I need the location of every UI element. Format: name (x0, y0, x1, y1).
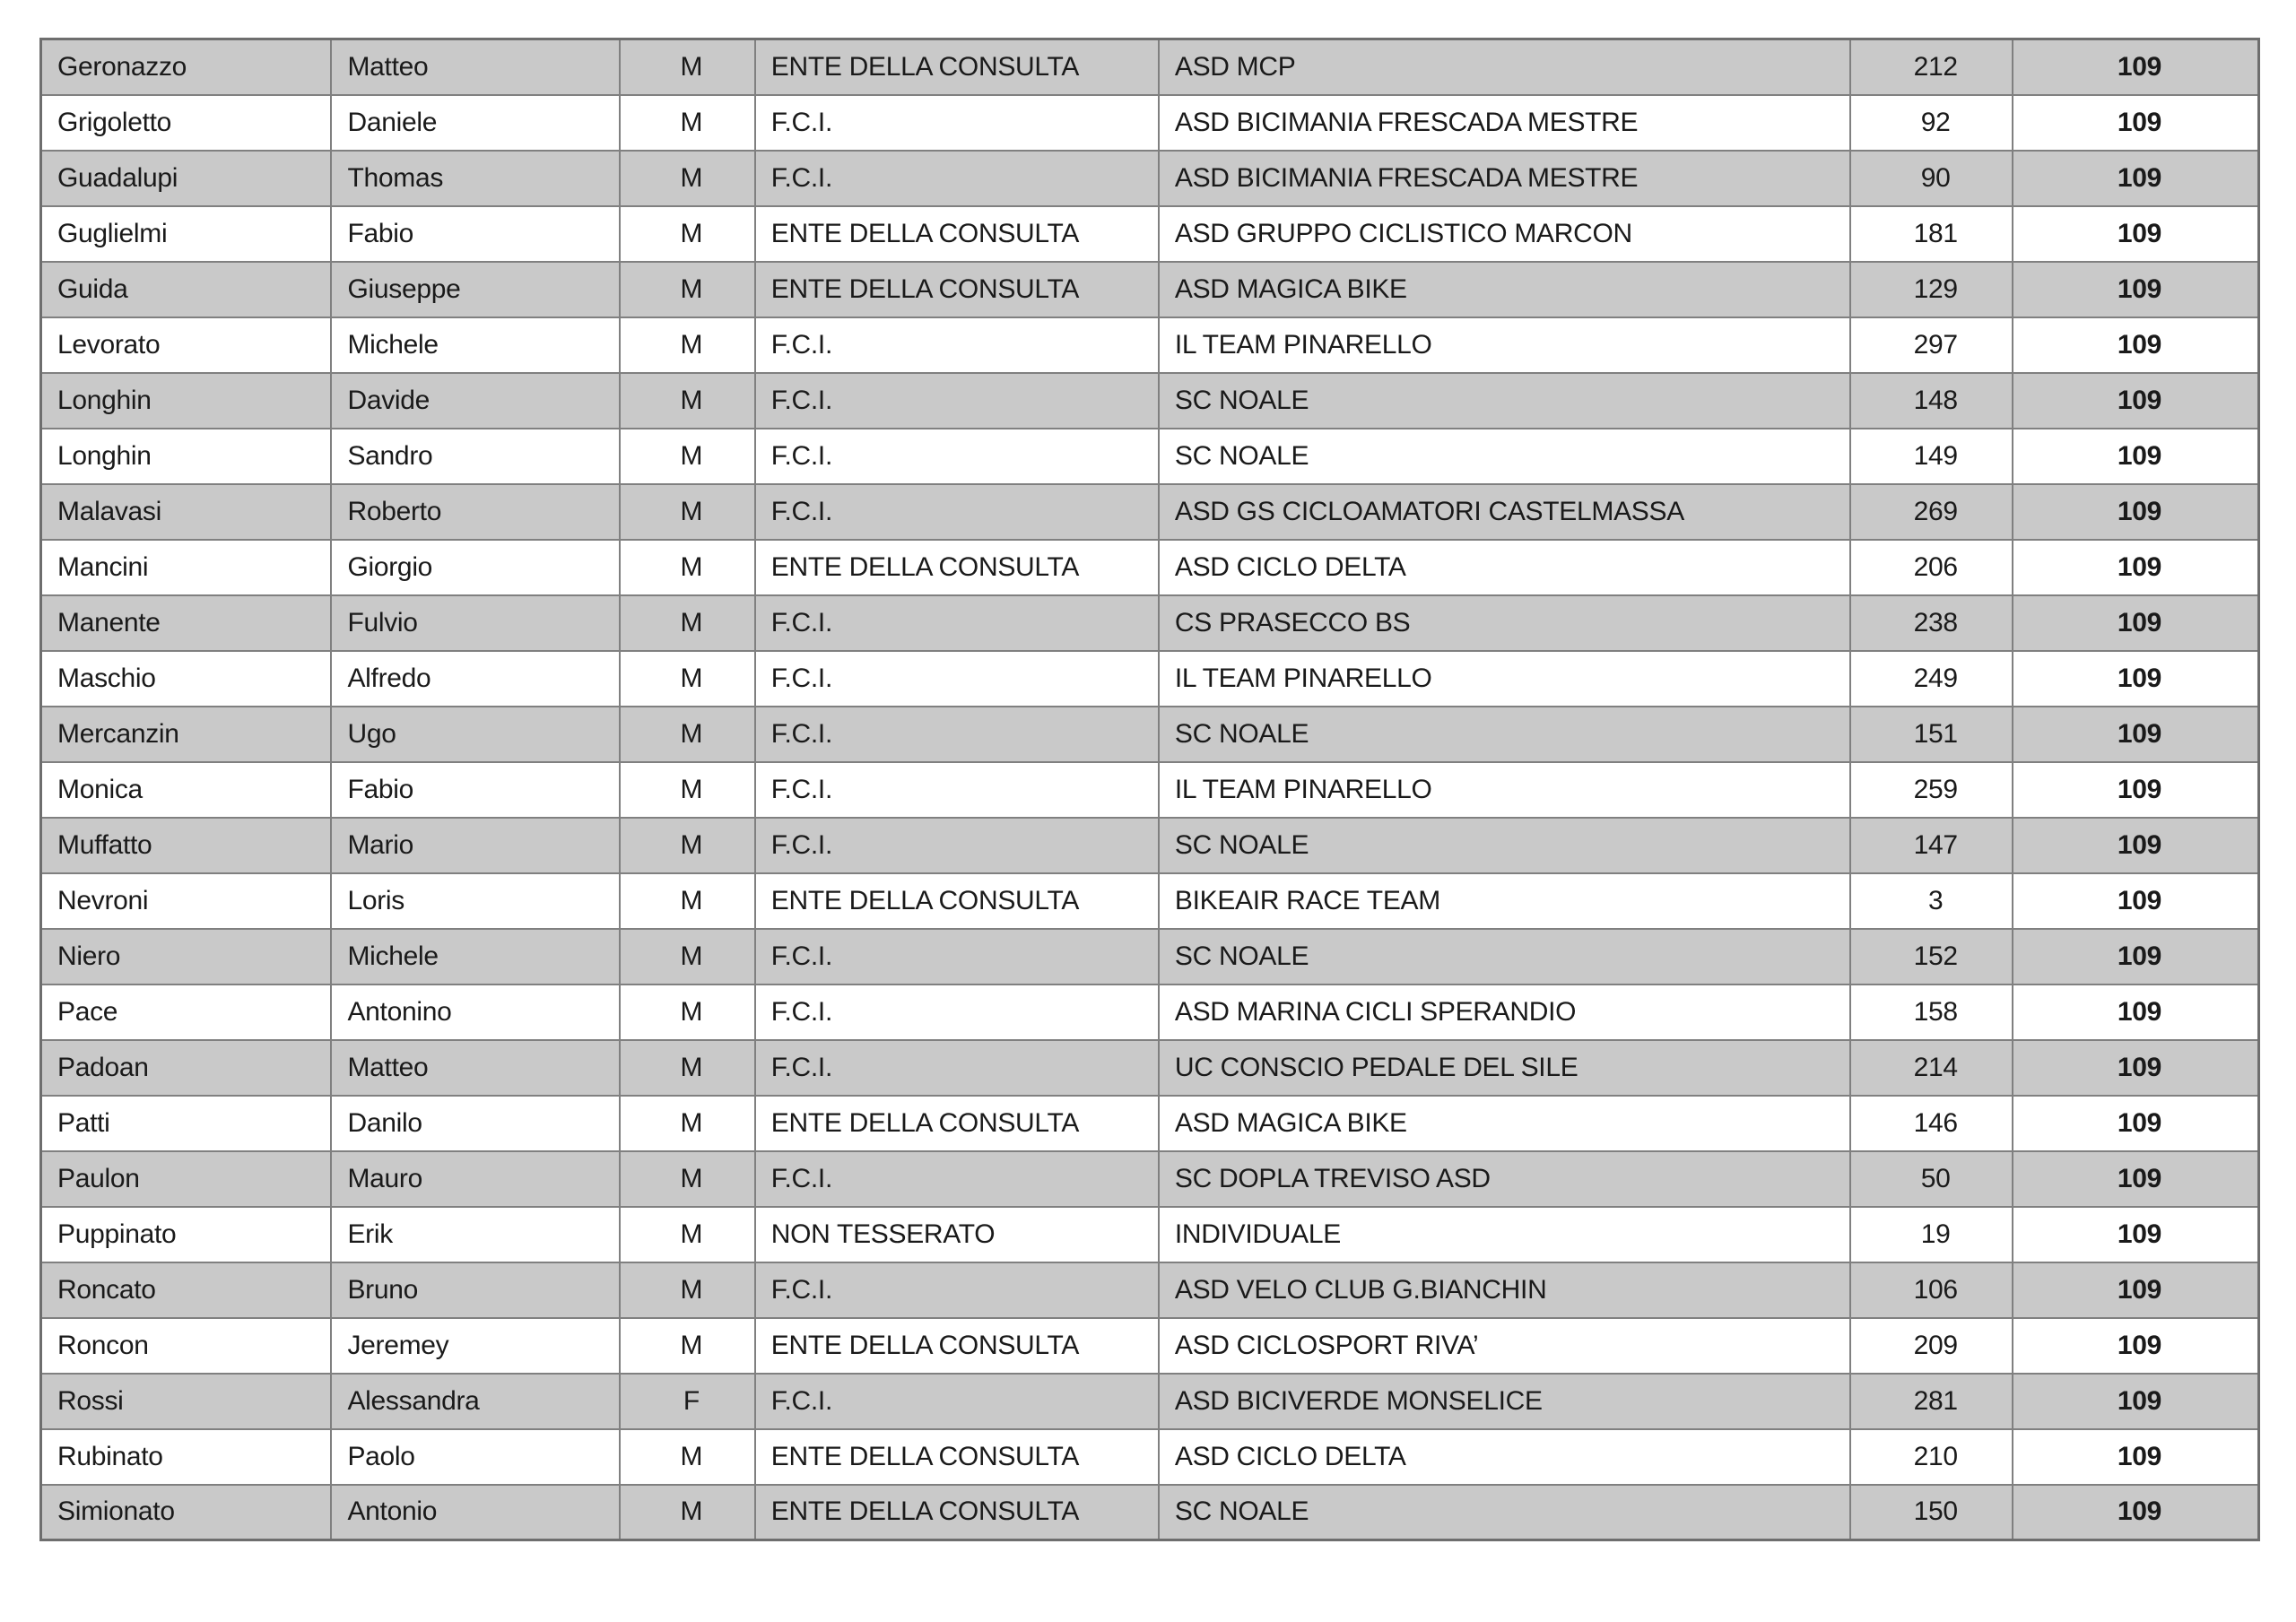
cell-gender: M (620, 484, 755, 540)
cell-gender: M (620, 1429, 755, 1485)
cell-team: SC NOALE (1159, 707, 1851, 762)
cell-federation: F.C.I. (755, 1151, 1159, 1207)
cell-gender: M (620, 1485, 755, 1540)
cell-race-code: 109 (2013, 1485, 2259, 1540)
table-row (41, 873, 2259, 929)
table-row (41, 929, 2259, 984)
cell-first-name: Jeremey (331, 1318, 619, 1374)
table-row (41, 651, 2259, 707)
table-row (41, 818, 2259, 873)
cell-team: INDIVIDUALE (1159, 1207, 1851, 1262)
cell-gender: M (620, 984, 755, 1040)
cell-team: ASD BICIMANIA FRESCADA MESTRE (1159, 151, 1851, 206)
cell-gender: M (620, 373, 755, 429)
cell-team: ASD MARINA CICLI SPERANDIO (1159, 984, 1851, 1040)
cell-last-name: Simionato (41, 1485, 332, 1540)
cell-race-code: 109 (2013, 373, 2259, 429)
table-row (41, 1151, 2259, 1207)
cell-bib-number: 92 (1850, 95, 2013, 151)
cell-gender: M (620, 39, 755, 95)
cell-first-name: Sandro (331, 429, 619, 484)
cell-race-code: 109 (2013, 984, 2259, 1040)
table-row (41, 206, 2259, 262)
cell-team: ASD MAGICA BIKE (1159, 262, 1851, 317)
cell-race-code: 109 (2013, 818, 2259, 873)
cell-bib-number: 129 (1850, 262, 2013, 317)
cell-federation: F.C.I. (755, 984, 1159, 1040)
cell-first-name: Mauro (331, 1151, 619, 1207)
cell-federation: ENTE DELLA CONSULTA (755, 1096, 1159, 1151)
cell-team: BIKEAIR RACE TEAM (1159, 873, 1851, 929)
cell-federation: ENTE DELLA CONSULTA (755, 1318, 1159, 1374)
cell-bib-number: 249 (1850, 651, 2013, 707)
cell-federation: ENTE DELLA CONSULTA (755, 39, 1159, 95)
cell-bib-number: 50 (1850, 1151, 2013, 1207)
cell-first-name: Matteo (331, 39, 619, 95)
cell-federation: F.C.I. (755, 1040, 1159, 1096)
table-row (41, 595, 2259, 651)
cell-race-code: 109 (2013, 540, 2259, 595)
cell-gender: M (620, 151, 755, 206)
cell-federation: F.C.I. (755, 151, 1159, 206)
cell-last-name: Monica (41, 762, 332, 818)
cell-last-name: Longhin (41, 429, 332, 484)
cell-bib-number: 151 (1850, 707, 2013, 762)
cell-team: UC CONSCIO PEDALE DEL SILE (1159, 1040, 1851, 1096)
cell-first-name: Roberto (331, 484, 619, 540)
cell-first-name: Danilo (331, 1096, 619, 1151)
cell-federation: F.C.I. (755, 1374, 1159, 1429)
table-row (41, 707, 2259, 762)
cell-last-name: Longhin (41, 373, 332, 429)
cell-team: ASD GS CICLOAMATORI CASTELMASSA (1159, 484, 1851, 540)
cell-gender: M (620, 1318, 755, 1374)
cell-gender: M (620, 818, 755, 873)
cell-last-name: Rubinato (41, 1429, 332, 1485)
cell-team: ASD CICLO DELTA (1159, 540, 1851, 595)
cell-race-code: 109 (2013, 1096, 2259, 1151)
cell-bib-number: 148 (1850, 373, 2013, 429)
cell-race-code: 109 (2013, 762, 2259, 818)
cell-bib-number: 3 (1850, 873, 2013, 929)
cell-gender: M (620, 262, 755, 317)
riders-table-body (41, 39, 2259, 1540)
cell-gender: M (620, 1207, 755, 1262)
cell-bib-number: 297 (1850, 317, 2013, 373)
cell-first-name: Thomas (331, 151, 619, 206)
cell-first-name: Ugo (331, 707, 619, 762)
cell-race-code: 109 (2013, 873, 2259, 929)
cell-last-name: Guadalupi (41, 151, 332, 206)
cell-last-name: Malavasi (41, 484, 332, 540)
cell-bib-number: 238 (1850, 595, 2013, 651)
cell-federation: F.C.I. (755, 373, 1159, 429)
cell-race-code: 109 (2013, 1207, 2259, 1262)
table-row (41, 151, 2259, 206)
cell-gender: M (620, 540, 755, 595)
cell-last-name: Geronazzo (41, 39, 332, 95)
cell-last-name: Rossi (41, 1374, 332, 1429)
cell-race-code: 109 (2013, 595, 2259, 651)
cell-team: CS PRASECCO BS (1159, 595, 1851, 651)
cell-federation: ENTE DELLA CONSULTA (755, 262, 1159, 317)
cell-last-name: Nevroni (41, 873, 332, 929)
cell-first-name: Giuseppe (331, 262, 619, 317)
cell-first-name: Fabio (331, 762, 619, 818)
cell-gender: M (620, 206, 755, 262)
cell-race-code: 109 (2013, 484, 2259, 540)
cell-team: ASD CICLO DELTA (1159, 1429, 1851, 1485)
cell-team: ASD MAGICA BIKE (1159, 1096, 1851, 1151)
cell-bib-number: 150 (1850, 1485, 2013, 1540)
cell-bib-number: 19 (1850, 1207, 2013, 1262)
cell-team: SC NOALE (1159, 929, 1851, 984)
cell-federation: F.C.I. (755, 595, 1159, 651)
cell-first-name: Erik (331, 1207, 619, 1262)
table-row (41, 1040, 2259, 1096)
cell-bib-number: 281 (1850, 1374, 2013, 1429)
cell-first-name: Antonino (331, 984, 619, 1040)
table-row (41, 373, 2259, 429)
cell-bib-number: 212 (1850, 39, 2013, 95)
cell-team: ASD MCP (1159, 39, 1851, 95)
cell-team: SC NOALE (1159, 373, 1851, 429)
cell-team: SC DOPLA TREVISO ASD (1159, 1151, 1851, 1207)
cell-race-code: 109 (2013, 1318, 2259, 1374)
cell-gender: M (620, 873, 755, 929)
table-row (41, 1485, 2259, 1540)
cell-bib-number: 90 (1850, 151, 2013, 206)
cell-bib-number: 147 (1850, 818, 2013, 873)
cell-bib-number: 181 (1850, 206, 2013, 262)
cell-race-code: 109 (2013, 1429, 2259, 1485)
cell-federation: F.C.I. (755, 762, 1159, 818)
cell-race-code: 109 (2013, 95, 2259, 151)
cell-race-code: 109 (2013, 206, 2259, 262)
cell-team: SC NOALE (1159, 1485, 1851, 1540)
cell-federation: F.C.I. (755, 818, 1159, 873)
cell-team: ASD BICIMANIA FRESCADA MESTRE (1159, 95, 1851, 151)
cell-last-name: Guida (41, 262, 332, 317)
cell-federation: F.C.I. (755, 429, 1159, 484)
cell-bib-number: 158 (1850, 984, 2013, 1040)
table-row (41, 95, 2259, 151)
cell-last-name: Pace (41, 984, 332, 1040)
cell-bib-number: 269 (1850, 484, 2013, 540)
cell-federation: F.C.I. (755, 1262, 1159, 1318)
cell-race-code: 109 (2013, 1262, 2259, 1318)
cell-team: SC NOALE (1159, 429, 1851, 484)
table-row (41, 262, 2259, 317)
cell-last-name: Guglielmi (41, 206, 332, 262)
cell-bib-number: 210 (1850, 1429, 2013, 1485)
table-row (41, 540, 2259, 595)
table-row (41, 484, 2259, 540)
cell-federation: ENTE DELLA CONSULTA (755, 1429, 1159, 1485)
cell-first-name: Antonio (331, 1485, 619, 1540)
cell-last-name: Levorato (41, 317, 332, 373)
table-row (41, 1207, 2259, 1262)
cell-race-code: 109 (2013, 1151, 2259, 1207)
cell-race-code: 109 (2013, 1040, 2259, 1096)
cell-race-code: 109 (2013, 262, 2259, 317)
cell-bib-number: 214 (1850, 1040, 2013, 1096)
cell-federation: ENTE DELLA CONSULTA (755, 1485, 1159, 1540)
riders-table-container (39, 38, 2260, 1541)
cell-race-code: 109 (2013, 151, 2259, 206)
cell-first-name: Fabio (331, 206, 619, 262)
cell-team: IL TEAM PINARELLO (1159, 762, 1851, 818)
cell-federation: F.C.I. (755, 651, 1159, 707)
cell-last-name: Roncon (41, 1318, 332, 1374)
table-row (41, 1096, 2259, 1151)
cell-first-name: Michele (331, 317, 619, 373)
cell-last-name: Manente (41, 595, 332, 651)
cell-federation: F.C.I. (755, 95, 1159, 151)
table-row (41, 984, 2259, 1040)
cell-bib-number: 106 (1850, 1262, 2013, 1318)
cell-gender: M (620, 1040, 755, 1096)
cell-team: ASD VELO CLUB G.BIANCHIN (1159, 1262, 1851, 1318)
cell-team: ASD GRUPPO CICLISTICO MARCON (1159, 206, 1851, 262)
cell-federation: ENTE DELLA CONSULTA (755, 206, 1159, 262)
cell-team: IL TEAM PINARELLO (1159, 317, 1851, 373)
cell-federation: F.C.I. (755, 484, 1159, 540)
cell-race-code: 109 (2013, 317, 2259, 373)
cell-bib-number: 209 (1850, 1318, 2013, 1374)
cell-race-code: 109 (2013, 39, 2259, 95)
cell-race-code: 109 (2013, 1374, 2259, 1429)
cell-last-name: Paulon (41, 1151, 332, 1207)
cell-first-name: Bruno (331, 1262, 619, 1318)
table-row (41, 317, 2259, 373)
cell-last-name: Mercanzin (41, 707, 332, 762)
cell-federation: F.C.I. (755, 929, 1159, 984)
cell-first-name: Alfredo (331, 651, 619, 707)
cell-gender: F (620, 1374, 755, 1429)
cell-team: ASD CICLOSPORT RIVA’ (1159, 1318, 1851, 1374)
cell-race-code: 109 (2013, 707, 2259, 762)
cell-gender: M (620, 929, 755, 984)
cell-gender: M (620, 651, 755, 707)
table-row (41, 1374, 2259, 1429)
cell-bib-number: 146 (1850, 1096, 2013, 1151)
cell-last-name: Roncato (41, 1262, 332, 1318)
cell-last-name: Muffatto (41, 818, 332, 873)
cell-bib-number: 152 (1850, 929, 2013, 984)
cell-bib-number: 206 (1850, 540, 2013, 595)
cell-gender: M (620, 762, 755, 818)
cell-last-name: Grigoletto (41, 95, 332, 151)
cell-gender: M (620, 707, 755, 762)
table-row (41, 39, 2259, 95)
cell-federation: NON TESSERATO (755, 1207, 1159, 1262)
cell-federation: ENTE DELLA CONSULTA (755, 873, 1159, 929)
cell-team: ASD BICIVERDE MONSELICE (1159, 1374, 1851, 1429)
riders-table (39, 38, 2260, 1541)
cell-federation: F.C.I. (755, 707, 1159, 762)
cell-first-name: Davide (331, 373, 619, 429)
cell-first-name: Paolo (331, 1429, 619, 1485)
cell-bib-number: 149 (1850, 429, 2013, 484)
cell-gender: M (620, 95, 755, 151)
cell-bib-number: 259 (1850, 762, 2013, 818)
cell-race-code: 109 (2013, 651, 2259, 707)
cell-first-name: Daniele (331, 95, 619, 151)
cell-gender: M (620, 1151, 755, 1207)
table-row (41, 1262, 2259, 1318)
cell-first-name: Alessandra (331, 1374, 619, 1429)
cell-first-name: Matteo (331, 1040, 619, 1096)
cell-last-name: Maschio (41, 651, 332, 707)
cell-team: IL TEAM PINARELLO (1159, 651, 1851, 707)
cell-race-code: 109 (2013, 929, 2259, 984)
cell-first-name: Loris (331, 873, 619, 929)
cell-last-name: Patti (41, 1096, 332, 1151)
cell-last-name: Mancini (41, 540, 332, 595)
cell-last-name: Niero (41, 929, 332, 984)
table-row (41, 429, 2259, 484)
cell-last-name: Puppinato (41, 1207, 332, 1262)
cell-first-name: Fulvio (331, 595, 619, 651)
cell-last-name: Padoan (41, 1040, 332, 1096)
cell-gender: M (620, 429, 755, 484)
cell-gender: M (620, 1262, 755, 1318)
cell-team: SC NOALE (1159, 818, 1851, 873)
table-row (41, 1318, 2259, 1374)
cell-gender: M (620, 595, 755, 651)
cell-first-name: Giorgio (331, 540, 619, 595)
cell-first-name: Mario (331, 818, 619, 873)
table-row (41, 762, 2259, 818)
cell-race-code: 109 (2013, 429, 2259, 484)
cell-first-name: Michele (331, 929, 619, 984)
cell-federation: F.C.I. (755, 317, 1159, 373)
cell-federation: ENTE DELLA CONSULTA (755, 540, 1159, 595)
cell-gender: M (620, 317, 755, 373)
table-row (41, 1429, 2259, 1485)
cell-gender: M (620, 1096, 755, 1151)
